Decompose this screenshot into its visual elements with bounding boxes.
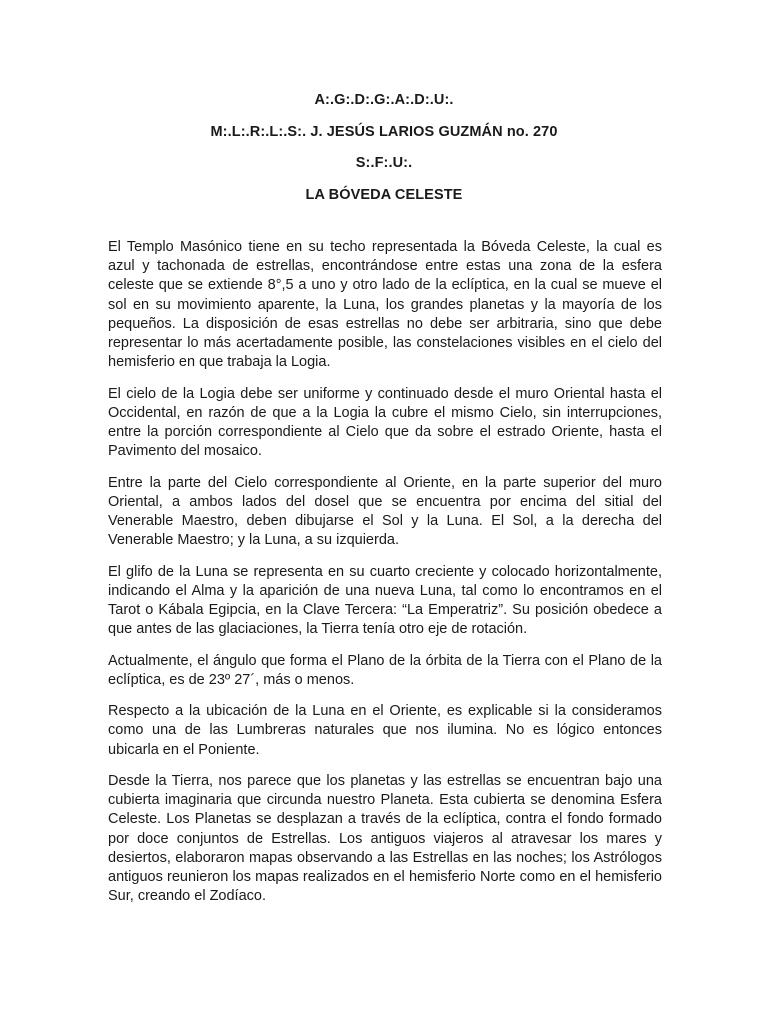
header-lodge-name: M:.L:.R:.L:.S:. J. JESÚS LARIOS GUZMÁN no. 270	[210, 123, 558, 140]
paragraph-4: El glifo de la Luna se representa en su cuarto creciente y colocado horizontalmente, indicando el Alma y la aparición de una nueva Luna, tal como lo encontramos en el Tarot o Kábala Egipcia, en la Clave Tercera: “La Emperatriz”. Su posición obedece a que antes de las glaciaciones, la Tierra tenía otro eje de rotación.	[108, 563, 662, 638]
document-header	[0, 92, 768, 219]
header-invocation: A:.G:.D:.G:.A:.D:.U:.	[314, 92, 454, 108]
document-body	[108, 238, 662, 919]
paragraph-5: Actualmente, el ángulo que forma el Plano de la órbita de la Tierra con el Plano de la eclíptica, es de 23º 27´, más o menos.	[108, 652, 662, 688]
paragraph-3: Entre la parte del Cielo correspondiente al Oriente, en la parte superior del muro Oriental, a ambos lados del dosel que se encuentra por encima del sitial del Venerable Maestro, deben dibujarse el Sol y la Luna. El Sol, a la derecha del Venerable Maestro; y la Luna, a su izquierda.	[108, 474, 662, 549]
paragraph-6: Respecto a la ubicación de la Luna en el Oriente, es explicable si la consideramos como una de las Lumbreras naturales que nos ilumina. No es lógico entonces ubicarla en el Poniente.	[108, 703, 662, 758]
paragraph-2: El cielo de la Logia debe ser uniforme y continuado desde el muro Oriental hasta el Occidental, en razón de que a la Logia la cubre el mismo Cielo, sin interrupciones, entre la porción correspondiente al Cielo que da sobre el estrado Oriente, hasta el Pavimento del mosaico.	[108, 385, 662, 460]
header-salutation: S:.F:.U:.	[355, 155, 413, 172]
paragraph-1: El Templo Masónico tiene en su techo representada la Bóveda Celeste, la cual es azul y tachonada de estrellas, encontrándose entre estas una zona de la esfera celeste que se extiende 8°,5 a uno y otro lado de la eclíptica, en la cual se mueve el sol en su movimiento aparente, la Luna, los grandes planetas y la mayoría de los pequeños. La disposición de esas estrellas no debe ser arbitraria, sino que debe representar lo más acertadamente posible, las constelaciones visibles en el cielo del hemisferio en que trabaja la Logia.	[108, 239, 662, 371]
paragraph-7: Desde la Tierra, nos parece que los planetas y las estrellas se encuentran bajo una cubierta imaginaria que circunda nuestro Planeta. Esta cubierta se denomina Esfera Celeste. Los Planetas se desplazan a través de la eclíptica, contra el fondo formado por doce conjuntos de Estrellas. Los antiguos viajeros al atravesar los mares y desiertos, elaboraron mapas observando a las Estrellas en las noches; los Astrólogos antiguos reunieron los mapas realizados en el hemisferio Norte como en el hemisferio Sur, creando el Zodíaco.	[108, 773, 662, 905]
document-title: LA BÓVEDA CELESTE	[305, 187, 463, 204]
